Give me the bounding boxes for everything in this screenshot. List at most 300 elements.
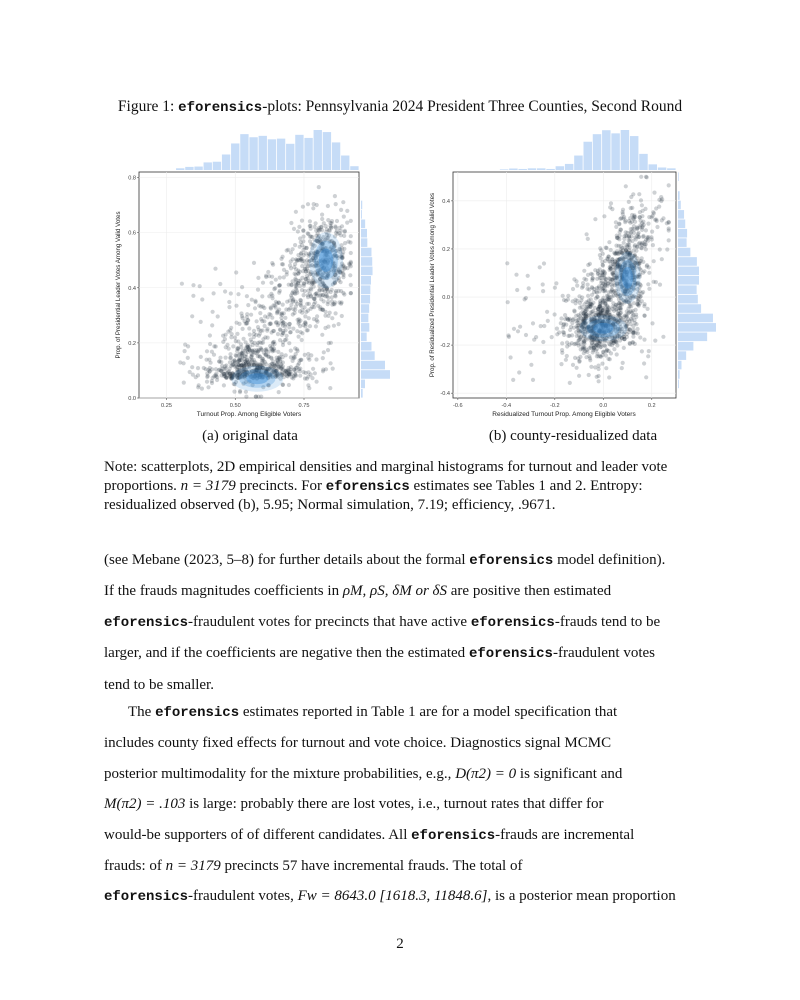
data-point <box>234 304 238 308</box>
data-point <box>293 311 297 315</box>
data-point <box>545 310 549 314</box>
data-point <box>646 354 650 358</box>
histogram-bar <box>678 219 685 228</box>
data-point <box>576 321 580 325</box>
data-point <box>337 322 341 326</box>
data-point <box>306 202 310 206</box>
data-point <box>259 329 263 333</box>
histogram-bar <box>361 323 369 332</box>
data-point <box>600 362 604 366</box>
data-point <box>235 332 239 336</box>
data-point <box>280 333 284 337</box>
data-point <box>601 263 605 267</box>
data-point <box>660 218 664 222</box>
data-point <box>333 194 337 198</box>
data-point <box>212 353 216 357</box>
histogram-bar <box>350 166 358 170</box>
data-point <box>612 294 616 298</box>
data-point <box>256 288 260 292</box>
data-point <box>611 272 615 276</box>
histogram-bar <box>194 167 202 170</box>
data-point <box>289 221 293 225</box>
histogram-bar <box>176 168 184 170</box>
histogram-bar <box>574 156 582 170</box>
data-point <box>586 294 590 298</box>
data-point <box>261 304 265 308</box>
data-point <box>329 226 333 230</box>
data-point <box>276 332 280 336</box>
data-point <box>587 373 591 377</box>
density-contour <box>246 373 268 384</box>
data-point <box>267 274 271 278</box>
data-point <box>650 321 654 325</box>
data-point <box>309 307 313 311</box>
data-point <box>259 341 263 345</box>
data-point <box>320 228 324 232</box>
density-contour <box>622 267 633 289</box>
data-point <box>284 328 288 332</box>
data-point <box>561 294 565 298</box>
data-point <box>227 347 231 351</box>
y-tick-label: 0.2 <box>128 340 136 347</box>
data-point <box>553 312 557 316</box>
data-point <box>205 380 209 384</box>
y-tick-label: 0.2 <box>442 246 450 253</box>
data-point <box>259 346 263 350</box>
data-point <box>299 330 303 334</box>
histogram-bar <box>611 133 619 170</box>
data-point <box>511 378 515 382</box>
data-point <box>541 282 545 286</box>
data-point <box>645 263 649 267</box>
data-point <box>647 349 651 353</box>
data-point <box>297 361 301 365</box>
data-point <box>310 282 314 286</box>
data-point <box>326 204 330 208</box>
data-point <box>289 349 293 353</box>
data-point <box>527 286 531 290</box>
data-point <box>646 282 650 286</box>
data-point <box>642 313 646 317</box>
data-point <box>269 281 273 285</box>
data-point <box>341 275 345 279</box>
data-point <box>644 375 648 379</box>
data-point <box>646 222 650 226</box>
data-point <box>542 324 546 328</box>
data-point <box>273 286 277 290</box>
data-point <box>601 270 605 274</box>
data-point <box>329 221 333 225</box>
histogram-bar <box>667 168 675 170</box>
data-point <box>303 353 307 357</box>
data-point <box>278 356 282 360</box>
data-point <box>528 350 532 354</box>
data-point <box>264 349 268 353</box>
data-point <box>665 221 669 225</box>
data-point <box>653 339 657 343</box>
data-point <box>626 307 630 311</box>
data-point <box>607 240 611 244</box>
data-point <box>313 371 317 375</box>
histogram-bar <box>565 164 573 170</box>
data-point <box>311 367 315 371</box>
data-point <box>575 326 579 330</box>
data-point <box>642 361 646 365</box>
data-point <box>298 236 302 240</box>
data-point <box>591 348 595 352</box>
data-point <box>633 342 637 346</box>
data-point <box>590 285 594 289</box>
histogram-bar <box>593 134 601 170</box>
histogram-bar <box>222 154 230 170</box>
data-point <box>340 314 344 318</box>
data-point <box>326 325 330 329</box>
data-point <box>269 322 273 326</box>
y-tick-label: 0.0 <box>128 396 136 402</box>
top-marginal-histogram <box>500 130 676 170</box>
data-point <box>342 234 346 238</box>
data-point <box>210 323 214 327</box>
data-point <box>298 284 302 288</box>
data-point <box>294 210 298 214</box>
data-point <box>539 324 543 328</box>
data-point <box>320 217 324 221</box>
y-tick-label: 0.0 <box>442 295 450 302</box>
histogram-bar <box>185 167 193 170</box>
data-point <box>349 251 353 255</box>
histogram-bar <box>678 238 687 247</box>
data-point <box>252 261 256 265</box>
body-paragraph-2: The eforensics estimates reported in Table 1 are for a model specification that includes county fixed effects for turnout and vote choice. Diagnostics signal MCMC posterior multimodality for the mixture probabilities, e.g., D(π2) = 0 is significant and M(π2) = .103 is large: probably there are lost votes, i.e., turnout rates that differ for would-be supporters of of different candidates. All eforensics-frauds are incremental frauds: of n = 3179 precincts 57 have incremental frauds. The total of eforensics-fraudulent votes, Fw = 8643.0 [1618.3, 11848.6], is a posterior mean proportion <box>104 704 676 906</box>
data-point <box>234 354 238 358</box>
data-point <box>615 352 619 356</box>
data-point <box>199 355 203 359</box>
data-point <box>657 205 661 209</box>
data-point <box>665 247 669 251</box>
data-point <box>334 311 338 315</box>
data-point <box>622 346 626 350</box>
data-point <box>560 341 564 345</box>
data-point <box>306 269 310 273</box>
data-point <box>285 334 289 338</box>
data-point <box>289 330 293 334</box>
data-point <box>326 314 330 318</box>
right-marginal-histogram <box>361 201 390 398</box>
histogram-bar <box>361 219 365 228</box>
data-point <box>314 221 318 225</box>
data-point <box>298 319 302 323</box>
data-point <box>348 240 352 244</box>
data-point <box>323 294 327 298</box>
data-point <box>628 341 632 345</box>
data-point <box>565 344 569 348</box>
data-point <box>615 343 619 347</box>
data-point <box>541 289 545 293</box>
histogram-bar <box>231 143 239 170</box>
data-point <box>331 367 335 371</box>
data-point <box>337 289 341 293</box>
x-tick-label: 0.75 <box>298 403 310 409</box>
data-point <box>597 379 601 383</box>
data-point <box>210 381 214 385</box>
data-point <box>202 366 206 370</box>
data-point <box>654 218 658 222</box>
histogram-bar <box>361 389 363 398</box>
data-point <box>301 205 305 209</box>
data-point <box>292 367 296 371</box>
data-point <box>634 237 638 241</box>
histogram-bar <box>361 342 371 351</box>
data-point <box>236 339 240 343</box>
data-point <box>638 335 642 339</box>
data-point <box>239 345 243 349</box>
data-point <box>294 287 298 291</box>
data-point <box>334 202 338 206</box>
data-point <box>218 356 222 360</box>
data-point <box>232 362 236 366</box>
data-point <box>608 357 612 361</box>
data-point <box>261 281 265 285</box>
data-point <box>616 252 620 256</box>
data-point <box>575 284 579 288</box>
data-point <box>197 383 201 387</box>
data-point <box>634 322 638 326</box>
histogram-bar <box>537 168 545 170</box>
data-point <box>334 294 338 298</box>
data-point <box>585 287 589 291</box>
histogram-bar <box>213 162 221 170</box>
data-point <box>632 227 636 231</box>
data-point <box>595 375 599 379</box>
data-point <box>667 238 671 242</box>
data-point <box>652 259 656 263</box>
data-point <box>581 345 585 349</box>
data-point <box>261 359 265 363</box>
data-point <box>296 253 300 257</box>
data-point <box>599 256 603 260</box>
data-point <box>570 321 574 325</box>
data-point <box>589 365 593 369</box>
data-point <box>249 313 253 317</box>
data-point <box>610 288 614 292</box>
data-point <box>581 284 585 288</box>
y-axis-label: Prop. of Residualized Presidential Leader Votes Among Valid Votes <box>429 192 436 378</box>
data-point <box>509 355 513 359</box>
data-point <box>524 333 528 337</box>
data-point <box>289 259 293 263</box>
data-point <box>621 361 625 365</box>
histogram-bar <box>361 229 367 238</box>
histogram-bar <box>259 136 267 170</box>
data-point <box>295 347 299 351</box>
data-point <box>288 263 292 267</box>
histogram-bar <box>621 130 629 170</box>
data-point <box>294 267 298 271</box>
data-point <box>590 310 594 314</box>
histogram-bar <box>678 191 680 200</box>
data-point <box>605 246 609 250</box>
data-point <box>311 206 315 210</box>
data-point <box>582 339 586 343</box>
data-point <box>283 338 287 342</box>
data-point <box>212 291 216 295</box>
data-point <box>206 368 210 372</box>
x-axis-label: Residualized Turnout Prop. Among Eligible Voters <box>492 411 636 418</box>
data-point <box>574 330 578 334</box>
x-tick-label: 0.25 <box>161 403 172 409</box>
data-point <box>290 296 294 300</box>
data-point <box>298 270 302 274</box>
data-point <box>595 347 599 351</box>
histogram-bar <box>678 342 693 351</box>
body-paragraph-1: (see Mebane (2023, 5–8) for further details about the formal eforensics model definition). If the frauds magnitudes coefficients in ρM, ρS, δM or δS are positive then estimated eforensics-fraudulent votes for precincts that have active eforensics-frauds tend to be larger, and if the coefficients are negative then the estimated eforensics-fraudulent votes tend to be smaller. <box>104 552 666 693</box>
data-point <box>253 299 257 303</box>
data-point <box>221 334 225 338</box>
data-point <box>606 281 610 285</box>
data-point <box>595 286 599 290</box>
data-point <box>585 232 589 236</box>
data-point <box>326 348 330 352</box>
histogram-bar <box>678 351 686 360</box>
data-point <box>329 290 333 294</box>
data-point <box>301 239 305 243</box>
data-point <box>641 209 645 213</box>
data-point <box>239 363 243 367</box>
data-point <box>342 215 346 219</box>
data-point <box>638 294 642 298</box>
data-point <box>285 300 289 304</box>
data-point <box>183 349 187 353</box>
data-point <box>349 291 353 295</box>
data-point <box>571 287 575 291</box>
data-point <box>300 308 304 312</box>
data-point <box>214 344 218 348</box>
data-point <box>277 291 281 295</box>
data-point <box>631 335 635 339</box>
histogram-bar <box>304 138 312 170</box>
data-point <box>190 314 194 318</box>
data-point <box>566 297 570 301</box>
data-point <box>250 348 254 352</box>
data-point <box>249 338 253 342</box>
data-point <box>218 282 222 286</box>
data-point <box>637 192 641 196</box>
data-point <box>340 300 344 304</box>
histogram-bar <box>361 210 362 219</box>
data-point <box>627 219 631 223</box>
data-point <box>647 287 651 291</box>
data-point <box>256 276 260 280</box>
data-point <box>618 313 622 317</box>
histogram-bar <box>678 201 681 210</box>
data-point <box>573 356 577 360</box>
data-point <box>291 300 295 304</box>
data-point <box>571 363 575 367</box>
data-point <box>349 234 353 238</box>
data-point <box>282 371 286 375</box>
data-point <box>293 262 297 266</box>
data-point <box>315 320 319 324</box>
data-point <box>302 253 306 257</box>
histogram-bar <box>546 169 554 170</box>
data-point <box>559 316 563 320</box>
data-point <box>292 227 296 231</box>
data-point <box>573 309 577 313</box>
data-point <box>608 205 612 209</box>
data-point <box>586 283 590 287</box>
data-point <box>320 308 324 312</box>
data-point <box>318 294 322 298</box>
data-point <box>627 310 631 314</box>
histogram-bar <box>332 142 340 170</box>
data-point <box>644 228 648 232</box>
histogram-bar <box>314 130 322 170</box>
data-point <box>222 383 226 387</box>
data-point <box>557 330 561 334</box>
data-point <box>514 273 518 277</box>
data-point <box>541 340 545 344</box>
data-point <box>281 255 285 259</box>
data-point <box>641 235 645 239</box>
data-point <box>636 298 640 302</box>
data-point <box>322 299 326 303</box>
data-point <box>568 334 572 338</box>
data-point <box>568 381 572 385</box>
histogram-bar <box>678 257 697 266</box>
data-point <box>658 247 662 251</box>
data-point <box>636 327 640 331</box>
histogram-bar <box>518 169 526 170</box>
data-point <box>216 314 220 318</box>
data-point <box>224 356 228 360</box>
data-point <box>288 372 292 376</box>
data-point <box>618 230 622 234</box>
histogram-bar <box>361 276 371 285</box>
data-point <box>325 227 329 231</box>
data-point <box>566 294 570 298</box>
data-point <box>271 348 275 352</box>
page-number: 2 <box>396 936 404 952</box>
data-point <box>577 374 581 378</box>
data-point <box>308 324 312 328</box>
data-point <box>245 344 249 348</box>
data-point <box>246 303 250 307</box>
data-point <box>517 370 521 374</box>
data-point <box>324 367 328 371</box>
histogram-bar <box>361 304 369 313</box>
data-point <box>624 184 628 188</box>
data-point <box>554 281 558 285</box>
histogram-bar <box>678 314 713 323</box>
data-point <box>646 307 650 311</box>
data-point <box>588 356 592 360</box>
data-point <box>295 302 299 306</box>
data-point <box>568 328 572 332</box>
histogram-bar <box>277 139 285 170</box>
data-point <box>245 294 249 298</box>
data-point <box>199 320 203 324</box>
data-point <box>555 327 559 331</box>
histogram-bar <box>361 380 365 389</box>
data-point <box>578 335 582 339</box>
data-point <box>639 175 643 179</box>
histogram-bar <box>678 380 679 389</box>
y-tick-label: 0.8 <box>128 175 136 182</box>
data-point <box>280 313 284 317</box>
data-point <box>277 301 281 305</box>
histogram-bar <box>528 168 536 170</box>
data-point <box>205 349 209 353</box>
